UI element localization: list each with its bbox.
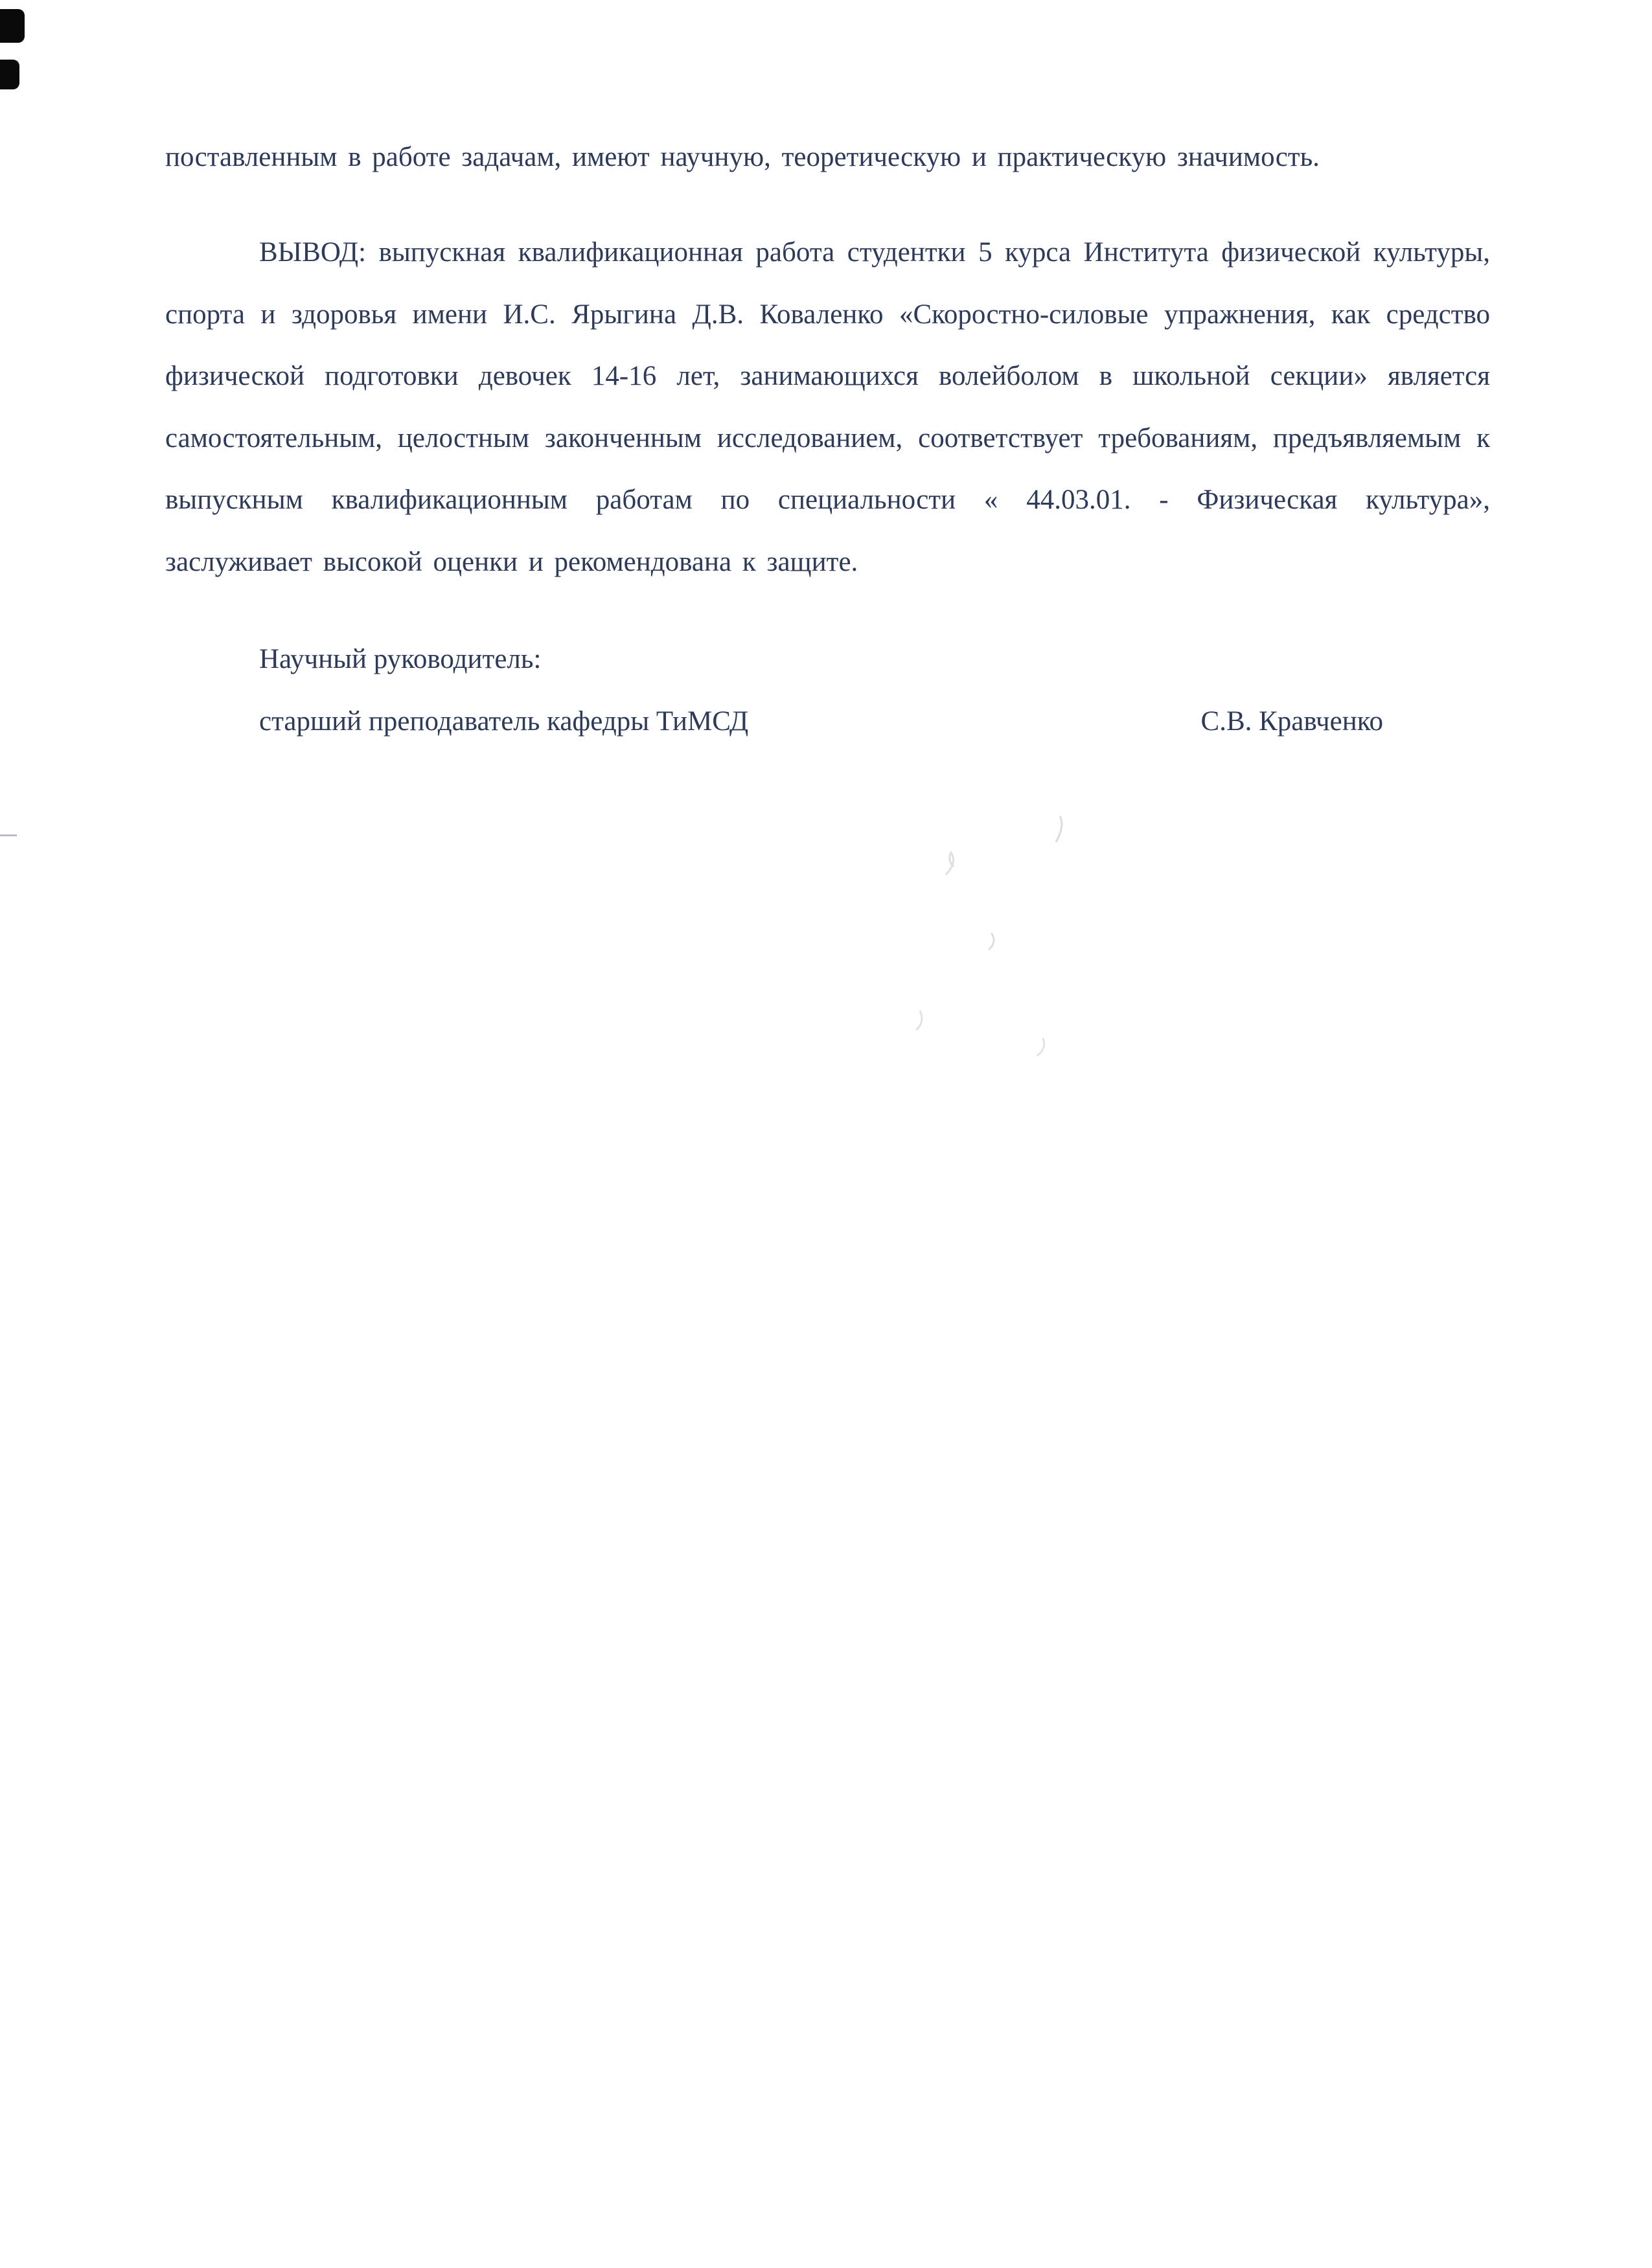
supervisor-name: С.В. Кравченко <box>1200 705 1383 737</box>
scan-artifact-top <box>0 9 25 43</box>
scan-edge-dash <box>0 834 17 836</box>
paragraph-continuation: поставленным в работе задачам, имеют научную, теоретическую и практическую значимость. <box>165 142 1320 172</box>
supervisor-signature-row <box>165 691 1490 752</box>
supervisor-position: старший преподаватель кафедры ТиМСД <box>259 705 749 737</box>
conclusion-paragraph: ВЫВОД: выпускная квалификационная работа студентки 5 курса Института физической культуры, спорта и здоровья имени И.С. Ярыгина Д.В. Коваленко «Скоростно-силовые упражнения, как средство физической подготовки девочек 14-16 лет, занимающихся волейболом в школьной секции» является самостоятельным, целостным законченным исследованием, соответствует требованиям, предъявляемым к выпускным квалификационным работам по специальности « 44.03.01. - Физическая культура», заслуживает высокой оценки и рекомендована к защите. <box>165 237 1490 577</box>
scan-artifact-bottom <box>0 60 19 89</box>
supervisor-block <box>165 628 1490 752</box>
supervisor-label: Научный руководитель: <box>259 644 542 675</box>
pencil-squiggle-marks <box>842 797 1296 1088</box>
document-body <box>165 126 1490 752</box>
